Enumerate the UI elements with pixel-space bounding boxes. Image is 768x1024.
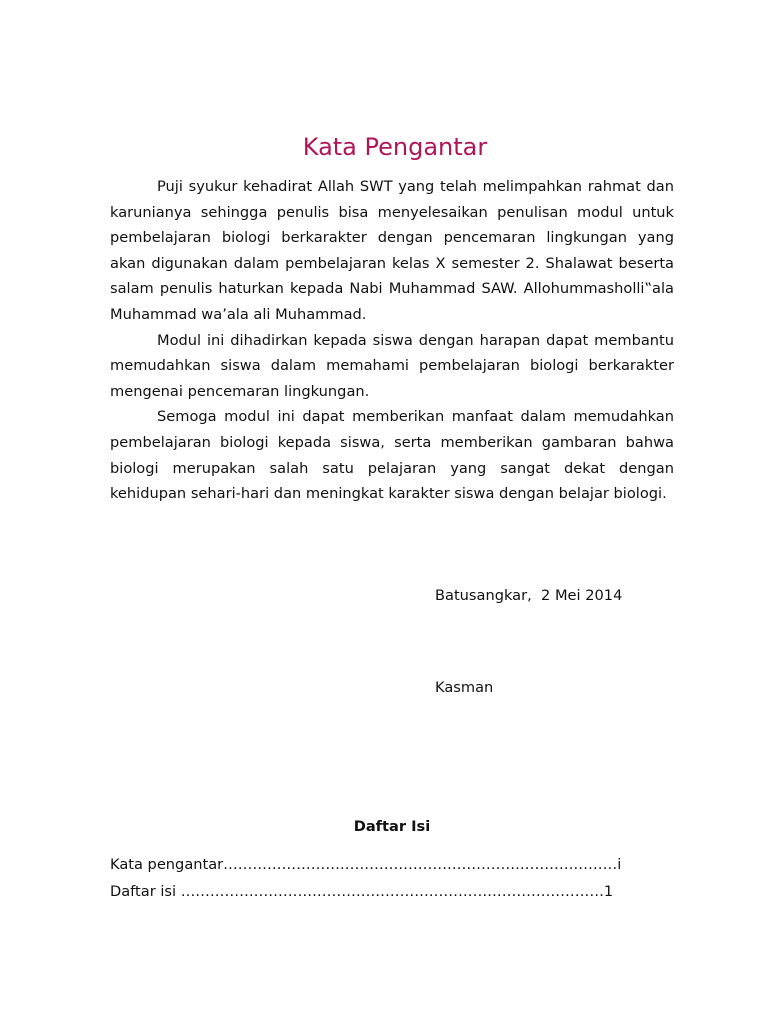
page-title: Kata Pengantar	[302, 133, 488, 161]
toc-title: Daftar Isi	[353, 818, 431, 835]
paragraph: Semoga modul ini dapat memberikan manfaat dalam memudahkan pembelajaran biologi kepada siswa, serta memberikan gambaran bahwa biologi merupakan salah satu pelajaran yang sangat dekat dengan kehidupan sehari-hari dan meningkat karakter siswa dengan belajar biologi.	[110, 408, 674, 503]
paragraph: Puji syukur kehadirat Allah SWT yang telah melimpahkan rahmat dan karunianya sehingga penulis bisa menyelesaikan penulisan modul untuk pembelajaran biologi berkarakter dengan pencemaran lingkungan yang akan digunakan dalam pembelajaran kelas X semester 2. Shalawat beserta salam penulis haturkan kepada Nabi Muhammad SAW. Allohummasholli‟ala Muhammad wa’ala ali Muhammad.	[110, 178, 674, 323]
toc-entry: Daftar isi ……………………………………………………………………………1	[110, 883, 614, 900]
toc-entry: Kata pengantar………………………………………………………………………i	[110, 856, 622, 873]
author-name: Kasman	[435, 679, 494, 696]
place-date: Batusangkar, 2 Mei 2014	[435, 587, 623, 604]
preface-body	[110, 174, 674, 507]
paragraph: Modul ini dihadirkan kepada siswa dengan harapan dapat membantu memudahkan siswa dalam memahami pembelajaran biologi berkarakter mengenai pencemaran lingkungan.	[110, 331, 674, 400]
